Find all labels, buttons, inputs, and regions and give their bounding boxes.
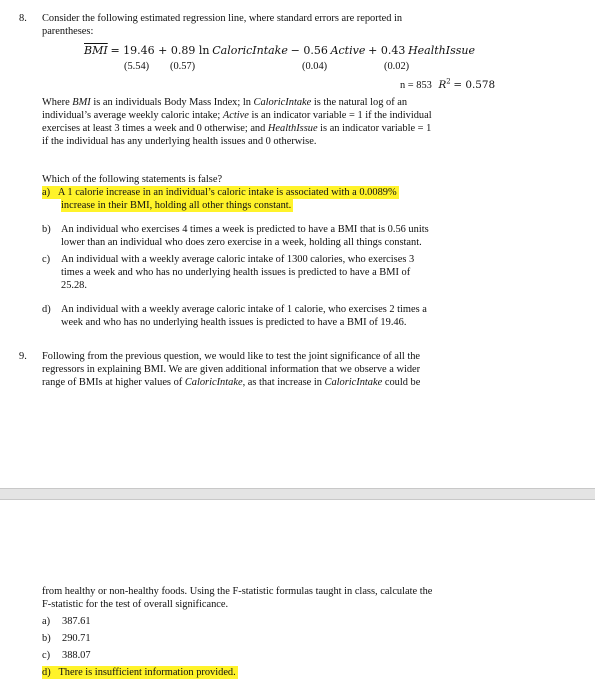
se-active: (0.04) xyxy=(302,61,328,72)
where-text: exercises at least 3 times a week and 0 otherwise; and xyxy=(42,123,268,134)
se-healthissue: (0.02) xyxy=(384,61,410,72)
q8-question: Which of the following statements is false? xyxy=(42,174,223,185)
q8-number: 8. xyxy=(19,13,27,24)
r-squared-label: R xyxy=(438,79,447,91)
q8-option-c-line-3: 25.28. xyxy=(61,280,87,291)
q8-option-b-line-2: lower than an individual who does zero exercise in a week, holding all things constant. xyxy=(61,237,422,248)
q9-line-3 xyxy=(42,376,420,389)
q9-option-c-text: 388.07 xyxy=(62,650,91,661)
where-line-1 xyxy=(42,96,407,109)
eq-lhs: $\overline{BMI}$ xyxy=(84,44,108,57)
where-line-2 xyxy=(42,109,432,122)
where-text: is the natural log of an xyxy=(311,97,408,108)
eq-term-3: + 0.43 xyxy=(368,44,406,57)
q8-option-d-line-1: An individual with a weekly average caloric intake of 1 calorie, who exercises 2 times a xyxy=(61,304,427,315)
q9-text: , as that increase in xyxy=(242,377,325,388)
q9-var-caloricintake: CaloricIntake xyxy=(184,377,243,388)
q8-option-a-line-1 xyxy=(42,186,399,199)
q8-option-b-line-1: An individual who exercises 4 times a week is predicted to have a BMI that is 0.56 units xyxy=(61,224,429,235)
where-var-caloricintake: CaloricIntake xyxy=(253,97,312,108)
q8-option-c-line-1: An individual with a weekly average caloric intake of 1300 calories, who exercises 3 xyxy=(61,254,415,265)
regression-stats xyxy=(400,79,495,92)
option-label: a) xyxy=(42,187,51,198)
q9-option-d-text: There is insufficient information provided. xyxy=(58,667,236,678)
q9-line-2: regressors in explaining BMI. We are given additional information that we observe a wider xyxy=(42,364,421,375)
q9-option-b-text: 290.71 xyxy=(62,633,91,644)
sample-size: n = 853 xyxy=(400,80,432,91)
q9-option-d-highlight xyxy=(42,666,238,679)
q9-line-4: from healthy or non-healthy foods. Using the F-statistic formulas taught in class, calculate the xyxy=(42,586,433,597)
se-caloricintake: (0.57) xyxy=(170,61,196,72)
q9-line-5: F-statistic for the test of overall significance. xyxy=(42,599,229,610)
option-label: d) xyxy=(42,304,51,315)
option-label: c) xyxy=(42,650,51,661)
q8-option-d-line-2: week and who has no underlying health issues is predicted to have a BMI of 19.46. xyxy=(61,317,407,328)
se-constant: (5.54) xyxy=(124,61,150,72)
page-break-divider xyxy=(0,488,595,500)
q8-option-c-line-2: times a week and who has no underlying health issues is predicted to have a BMI of xyxy=(61,267,411,278)
eq-term-2: − 0.56 xyxy=(290,44,328,57)
eq-var-active: Active xyxy=(330,44,366,57)
q8-intro-line-2: parentheses: xyxy=(42,26,94,37)
regression-equation xyxy=(84,44,475,58)
option-text: A 1 calorie increase in an individual’s caloric intake is associated with a 0.0089% xyxy=(57,187,397,198)
where-text: is an indicator variable = 1 if the individual xyxy=(248,110,432,121)
r-squared-value: = 0.578 xyxy=(453,79,496,91)
eq-var-healthissue: HealthIssue xyxy=(408,44,475,57)
r-squared-exponent: 2 xyxy=(446,77,451,86)
option-label: b) xyxy=(42,224,51,235)
q8-intro-line-1: Consider the following estimated regression line, where standard errors are reported in xyxy=(42,13,403,24)
q9-text: could be xyxy=(382,377,421,388)
q8-option-a-line-2: increase in their BMI, holding all other things constant. xyxy=(61,200,292,211)
q9-number: 9. xyxy=(19,351,27,362)
eq-var-caloricintake: CaloricIntake xyxy=(212,44,288,57)
where-text: Where xyxy=(42,97,73,108)
q9-option-a-text: 387.61 xyxy=(62,616,91,627)
option-label: a) xyxy=(42,616,51,627)
option-label: d) xyxy=(42,667,51,678)
where-var-bmi: BMI xyxy=(72,97,91,108)
where-line-4: if the individual has any underlying health issues and 0 otherwise. xyxy=(42,136,317,147)
eq-constant-and-ln: = 19.46 + 0.89 ln xyxy=(110,44,210,57)
option-label: c) xyxy=(42,254,51,265)
where-text: is an indicator variable = 1 xyxy=(317,123,432,134)
q9-line-1: Following from the previous question, we would like to test the joint significance of all the xyxy=(42,351,421,362)
where-var-active: Active xyxy=(222,110,249,121)
option-label: b) xyxy=(42,633,51,644)
where-line-3 xyxy=(42,122,431,135)
where-var-healthissue: HealthIssue xyxy=(267,123,318,134)
where-text: individual’s average weekly caloric intake; xyxy=(42,110,223,121)
q9-text: range of BMIs at higher values of xyxy=(42,377,185,388)
where-text: is an individuals Body Mass Index; ln xyxy=(90,97,254,108)
q9-var-caloricintake: CaloricIntake xyxy=(324,377,383,388)
